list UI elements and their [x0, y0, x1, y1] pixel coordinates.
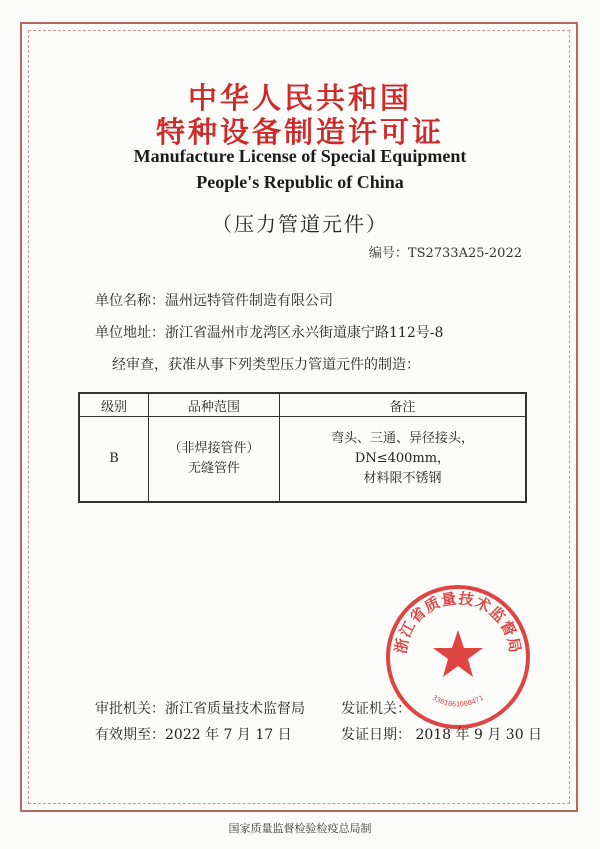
remark-line: 材料限不锈钢: [363, 471, 442, 486]
scope-table: [78, 392, 527, 503]
remark-line: 弯头、三通、异径接头，: [330, 431, 474, 446]
valid-until: 有效期至：2022 年 7 月 17 日: [95, 727, 292, 743]
header-scope: 品种范围: [149, 393, 280, 417]
header-remarks: 备注: [280, 393, 527, 417]
unit-address: 单位地址：浙江省温州市龙湾区永兴街道康宁路112号-8: [95, 325, 444, 341]
seal-star-icon: [433, 630, 483, 677]
issue-date: 发证日期： 2018 年 9 月 30 日: [341, 727, 543, 743]
table-row: [79, 417, 526, 503]
certificate-number: 编号：TS2733A25-2022: [368, 246, 522, 261]
seal-code: 3301061000471: [430, 693, 486, 709]
cell-remarks: [280, 417, 527, 503]
cell-level: B: [79, 417, 149, 503]
approval-authority: 审批机关：浙江省质量技术监督局: [95, 701, 305, 717]
license-category: （压力管道元件）: [212, 212, 388, 236]
title-cn-license: 特种设备制造许可证: [155, 115, 444, 149]
title-cn-country: 中华人民共和国: [187, 81, 412, 115]
approval-statement: 经审查，获准从事下列类型压力管道元件的制造：: [112, 357, 420, 373]
table-header-row: [79, 393, 526, 417]
seal-text: 浙江省质量技术监督局: [391, 589, 525, 655]
issuer-note: 国家质量监督检验检疫总局制: [228, 822, 372, 835]
scope-line: 无缝管件: [187, 461, 240, 476]
cell-scope: [149, 417, 280, 503]
scope-line: （非焊接管件）: [168, 441, 260, 456]
issuing-authority: 发证机关：: [341, 701, 411, 717]
title-en-license: Manufacture License of Special Equipment: [133, 146, 467, 166]
unit-name: 单位名称：温州远特管件制造有限公司: [95, 293, 333, 309]
header-level: 级别: [79, 393, 149, 417]
title-en-country: People's Republic of China: [196, 172, 404, 192]
remark-line: DN≤400mm，: [354, 451, 451, 466]
